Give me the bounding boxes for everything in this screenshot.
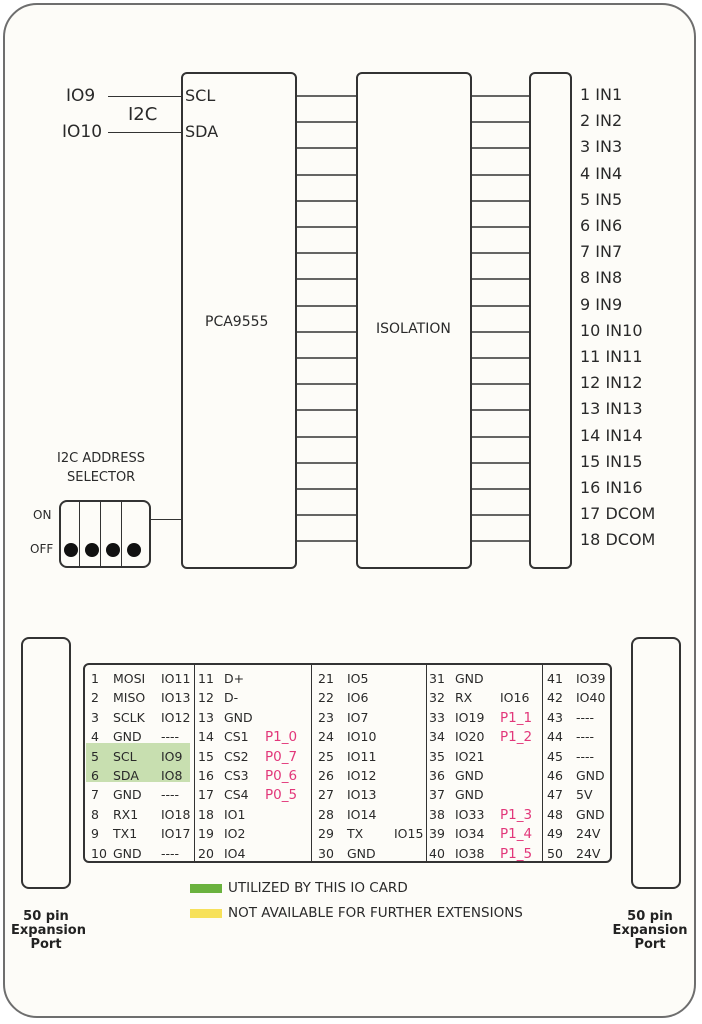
output-label: 13 IN13 (580, 399, 643, 418)
pin-number: 23 (318, 710, 334, 725)
pin-number: 15 (198, 749, 214, 764)
pin-number: 4 (91, 729, 99, 744)
scl-pin-label: SCL (185, 86, 216, 105)
pin-function: IO10 (347, 729, 377, 744)
pin-number: 5 (91, 749, 99, 764)
pin-signal: P0_5 (265, 787, 298, 803)
pin-function: IO34 (455, 826, 485, 841)
pin-function: 5V (576, 787, 593, 802)
pin-signal: IO9 (161, 749, 183, 764)
pin-number: 33 (429, 710, 445, 725)
pin-number: 44 (547, 729, 563, 744)
output-label: 4 IN4 (580, 164, 623, 183)
pin-signal: P1_2 (500, 729, 533, 745)
pin-number: 1 (91, 671, 99, 686)
pin-function: IO4 (224, 846, 246, 861)
pin-number: 9 (91, 826, 99, 841)
pin-function: CS4 (224, 787, 249, 802)
output-label: 10 IN10 (580, 321, 643, 340)
pin-number: 35 (429, 749, 445, 764)
pin-number: 49 (547, 826, 563, 841)
output-label: 8 IN8 (580, 268, 623, 287)
legend-utilized-label: UTILIZED BY THIS IO CARD (228, 880, 408, 896)
pin-number: 3 (91, 710, 99, 725)
output-label: 14 IN14 (580, 426, 643, 445)
pin-function: IO11 (347, 749, 377, 764)
pin-signal: P0_7 (265, 749, 298, 765)
pin-number: 26 (318, 768, 334, 783)
pin-number: 31 (429, 671, 445, 686)
pin-function: SCLK (113, 710, 145, 725)
pin-function: ---- (576, 710, 595, 725)
pin-number: 12 (198, 690, 214, 705)
pin-number: 47 (547, 787, 563, 802)
output-label: 6 IN6 (580, 216, 623, 235)
pin-number: 27 (318, 787, 334, 802)
pin-number: 6 (91, 768, 99, 783)
pin-function: IO33 (455, 807, 485, 822)
pin-function: GND (455, 787, 484, 802)
output-label: 17 DCOM (580, 504, 656, 523)
pin-function: CS3 (224, 768, 249, 783)
pin-signal: IO8 (161, 768, 183, 783)
pin-number: 24 (318, 729, 334, 744)
i2c-bus-label: I2C (128, 104, 158, 125)
pin-function: IO19 (455, 710, 485, 725)
pin-function: GND (113, 729, 142, 744)
pin-number: 38 (429, 807, 445, 822)
pin-function: GND (576, 768, 605, 783)
io9-label: IO9 (66, 86, 96, 106)
pin-function: GND (347, 846, 376, 861)
pin-function: IO20 (455, 729, 485, 744)
dip-off-label: OFF (30, 542, 54, 556)
pin-number: 45 (547, 749, 563, 764)
pin-function: IO5 (347, 671, 369, 686)
pin-number: 29 (318, 826, 334, 841)
pin-signal: P1_4 (500, 826, 533, 842)
pca9555-label: PCA9555 (205, 314, 269, 330)
pin-signal: P0_6 (265, 768, 298, 784)
pin-function: GND (224, 710, 253, 725)
pin-signal: IO16 (500, 690, 530, 705)
pin-number: 14 (198, 729, 214, 744)
pin-function: IO7 (347, 710, 369, 725)
pin-function: SDA (113, 768, 139, 783)
pin-number: 37 (429, 787, 445, 802)
pin-function: GND (576, 807, 605, 822)
pin-function: ---- (576, 749, 595, 764)
pin-number: 48 (547, 807, 563, 822)
selector-line (151, 519, 181, 520)
output-label: 1 IN1 (580, 85, 623, 104)
pin-signal: IO17 (161, 826, 191, 841)
pin-function: CS1 (224, 729, 249, 744)
pin-function: RX (455, 690, 473, 705)
pin-number: 22 (318, 690, 334, 705)
pin-number: 2 (91, 690, 99, 705)
pin-signal: P1_5 (500, 846, 533, 862)
pin-function: CS2 (224, 749, 249, 764)
pin-signal: IO11 (161, 671, 191, 686)
pin-number: 16 (198, 768, 214, 783)
output-label: 2 IN2 (580, 111, 623, 130)
output-label: 18 DCOM (580, 530, 656, 549)
pin-signal: P1_1 (500, 710, 533, 726)
pin-number: 21 (318, 671, 334, 686)
pin-signal: IO18 (161, 807, 191, 822)
pin-signal: ---- (161, 846, 180, 861)
pin-function: 24V (576, 846, 601, 861)
pin-number: 41 (547, 671, 563, 686)
legend-utilized-swatch (190, 884, 222, 893)
pin-function: GND (455, 768, 484, 783)
left-expansion-port (21, 637, 71, 889)
dip-switch-2[interactable] (85, 543, 99, 557)
pin-number: 43 (547, 710, 563, 725)
output-label: 11 IN11 (580, 347, 643, 366)
pin-number: 34 (429, 729, 445, 744)
pin-number: 13 (198, 710, 214, 725)
pin-function: D- (224, 690, 239, 705)
isolation-label: ISOLATION (376, 321, 451, 337)
pin-number: 8 (91, 807, 99, 822)
right-expansion-port (631, 637, 681, 889)
pin-function: TX (347, 826, 364, 841)
pinout-table (83, 663, 612, 863)
pin-function: IO21 (455, 749, 485, 764)
pin-function: IO40 (576, 690, 606, 705)
pin-signal: P1_0 (265, 729, 298, 745)
sda-pin-label: SDA (185, 122, 219, 141)
pin-function: RX1 (113, 807, 139, 822)
pin-signal: IO12 (161, 710, 191, 725)
output-label: 3 IN3 (580, 137, 623, 156)
pin-function: ---- (576, 729, 595, 744)
pin-number: 25 (318, 749, 334, 764)
pin-function: SCL (113, 749, 137, 764)
output-label: 16 IN16 (580, 478, 643, 497)
pin-number: 10 (91, 846, 107, 861)
pin-function: GND (455, 671, 484, 686)
pin-function: MISO (113, 690, 146, 705)
left-port-label: 50 pin Expansion Port (11, 909, 86, 952)
pin-number: 50 (547, 846, 563, 861)
address-selector-title-2: SELECTOR (67, 470, 136, 485)
legend-not-available-swatch (190, 909, 222, 918)
pin-function: IO6 (347, 690, 369, 705)
output-label: 7 IN7 (580, 242, 623, 261)
pin-function: GND (113, 846, 142, 861)
pin-function: D+ (224, 671, 245, 686)
pin-number: 11 (198, 671, 214, 686)
output-label: 12 IN12 (580, 373, 643, 392)
pin-function: IO14 (347, 807, 377, 822)
pin-function: IO39 (576, 671, 606, 686)
pin-number: 7 (91, 787, 99, 802)
dip-switch[interactable] (59, 500, 151, 568)
pin-signal: IO13 (161, 690, 191, 705)
dip-on-label: ON (33, 508, 52, 522)
pin-number: 36 (429, 768, 445, 783)
output-label: 15 IN15 (580, 452, 643, 471)
pin-number: 40 (429, 846, 445, 861)
pin-number: 18 (198, 807, 214, 822)
pin-function: TX1 (113, 826, 138, 841)
pin-signal: P1_3 (500, 807, 533, 823)
pin-function: IO1 (224, 807, 246, 822)
pin-number: 39 (429, 826, 445, 841)
output-label: 9 IN9 (580, 295, 623, 314)
pin-function: 24V (576, 826, 601, 841)
pin-function: GND (113, 787, 142, 802)
pin-number: 30 (318, 846, 334, 861)
pin-number: 20 (198, 846, 214, 861)
pin-number: 17 (198, 787, 214, 802)
pin-number: 32 (429, 690, 445, 705)
pin-function: IO2 (224, 826, 246, 841)
address-selector-title-1: I2C ADDRESS (57, 451, 145, 466)
dip-switch-1[interactable] (64, 543, 78, 557)
dip-switch-3[interactable] (106, 543, 120, 557)
dip-switch-4[interactable] (127, 543, 141, 557)
legend-not-available-label: NOT AVAILABLE FOR FURTHER EXTENSIONS (228, 905, 523, 921)
pin-function: MOSI (113, 671, 146, 686)
pin-signal: IO15 (394, 826, 424, 841)
pin-signal: ---- (161, 729, 180, 744)
pin-number: 46 (547, 768, 563, 783)
right-port-label: 50 pin Expansion Port (612, 909, 688, 952)
output-label: 5 IN5 (580, 190, 623, 209)
pin-number: 42 (547, 690, 563, 705)
io10-label: IO10 (62, 122, 103, 142)
pin-function: IO38 (455, 846, 485, 861)
pin-function: IO12 (347, 768, 377, 783)
pin-number: 19 (198, 826, 214, 841)
pin-signal: ---- (161, 787, 180, 802)
pin-function: IO13 (347, 787, 377, 802)
pin-number: 28 (318, 807, 334, 822)
